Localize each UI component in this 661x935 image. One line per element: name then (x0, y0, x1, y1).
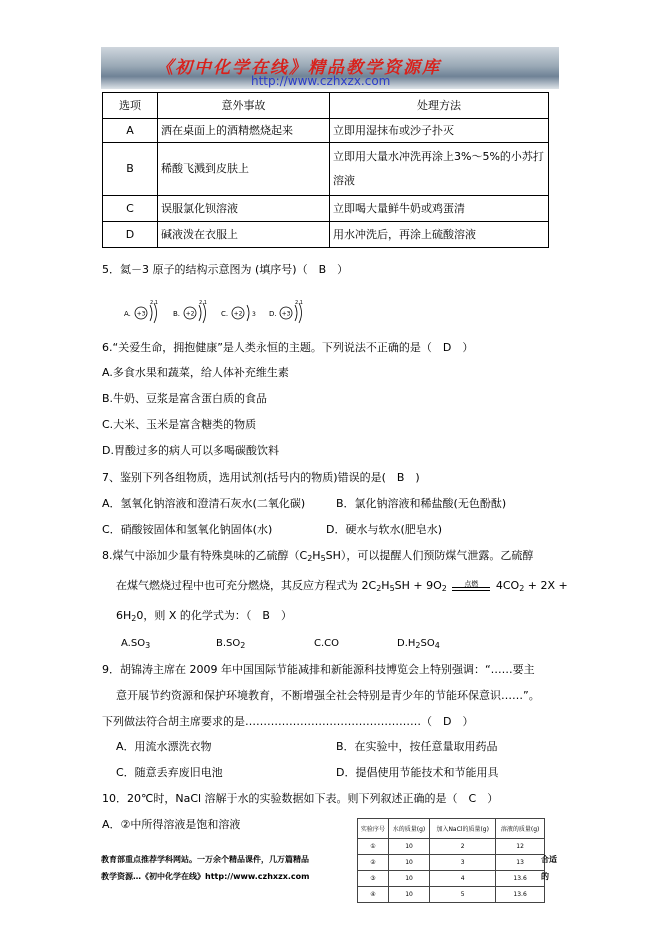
atom-d-shell (295, 305, 297, 321)
subscript: 2 (519, 584, 525, 593)
table-cell: 立即喝大量鲜牛奶或鸡蛋清 (330, 196, 549, 222)
q7-option-b: B．氯化钠溶液和稀盐酸(无色酚酞) (336, 497, 507, 510)
atom-b-shell (203, 303, 206, 323)
nacl-cell: 13.6 (496, 871, 545, 887)
col-accident: 意外事故 (158, 93, 330, 119)
nacl-header: 实验序号 (358, 819, 389, 839)
table-cell: 碱液泼在衣服上 (158, 222, 330, 248)
option-text: D.H (397, 638, 416, 649)
nacl-cell: 12 (496, 839, 545, 855)
q8-text: 4CO (495, 579, 520, 592)
atom-a-electrons: 2 1 (150, 300, 158, 306)
nacl-cell: ③ (358, 871, 389, 887)
q8-text: 0，则 X 的化学式为：（ B ） (136, 609, 292, 622)
subscript: 2 (131, 614, 137, 623)
atom-b-charge: +2 (185, 310, 195, 318)
q8-text: H (381, 579, 390, 592)
atom-c-electrons: 3 (252, 311, 256, 318)
q6-option-d: D.胃酸过多的病人可以多喝碳酸饮料 (102, 444, 279, 457)
q9-option-a: A．用流水漂洗衣物 (116, 740, 212, 753)
atom-b-electrons: 2 1 (199, 300, 207, 306)
q8-text: 8.煤气中添加少量有特殊臭味的乙硫醇（C (102, 549, 308, 562)
table-cell: B (103, 143, 158, 196)
subscript: 2 (240, 641, 246, 650)
col-option: 选项 (103, 93, 158, 119)
nacl-cell: 10 (388, 887, 429, 903)
q8-option-c (314, 636, 339, 652)
subscript: 2 (441, 584, 447, 593)
subscript: 4 (434, 641, 440, 650)
table-cell: 稀酸飞溅到皮肤上 (158, 143, 330, 196)
table-cell: 立即用大量水冲洗再涂上3%～5%的小苏打溶液 (330, 143, 549, 196)
q6-option-c: C.大米、玉米是富含糖类的物质 (102, 418, 257, 431)
atom-d-shell (299, 303, 302, 323)
nacl-cell: 10 (388, 871, 429, 887)
col-method: 处理方法 (330, 93, 549, 119)
table-cell: 误服氯化钡溶液 (158, 196, 330, 222)
nacl-cell: 2 (430, 839, 496, 855)
atom-c-label: C. (221, 310, 229, 318)
atom-c-charge: +2 (233, 310, 243, 318)
atom-b-shell (199, 305, 201, 321)
q8-option-b (216, 636, 245, 654)
atom-d-electrons: 2 1 (295, 300, 303, 306)
q9-option-d: D．提倡使用节能技术和节能用具 (336, 766, 499, 779)
q8-text: + 2X + (524, 579, 568, 592)
accident-table (102, 92, 549, 248)
nacl-cell: 13.6 (496, 887, 545, 903)
q9-option-b: B．在实验中，按任意量取用药品 (336, 740, 498, 753)
subscript: 5 (389, 584, 395, 593)
q8-line3 (116, 608, 292, 627)
nacl-cell: 10 (388, 839, 429, 855)
footer-line2[interactable]: 教学资源…《初中化学在线》http://www.czhxzx.com (101, 872, 310, 881)
subscript: 5 (320, 554, 326, 563)
q9-line3: 下列做法符合胡主席要求的是…………………………………………（ D ） (102, 715, 474, 728)
q8-line1 (102, 548, 533, 567)
q8-text: SH），可以提醒人们预防煤气泄露。乙硫醇 (325, 549, 534, 562)
q8-text: H (312, 549, 321, 562)
table-cell: C (103, 196, 158, 222)
q7-option-c: C．硝酸铵固体和氢氧化钠固体(水) (102, 523, 273, 536)
banner-title: 《初中化学在线》精品教学资源库 (156, 58, 441, 78)
q7-option-a: A．氢氧化钠溶液和澄清石灰水(二氧化碳) (102, 497, 306, 510)
q7-option-d: D．硬水与软水(肥皂水) (326, 523, 443, 536)
q8-text: 在煤气燃烧过程中也可充分燃烧，其反应方程式为 2C (116, 579, 377, 592)
table-cell: 洒在桌面上的酒精燃烧起来 (158, 119, 330, 143)
subscript: 2 (376, 584, 382, 593)
table-cell: 用水冲洗后，再涂上硫酸溶液 (330, 222, 549, 248)
nacl-cell: 5 (430, 887, 496, 903)
q8-line2 (116, 578, 568, 597)
q8-text: SH + 9O (394, 579, 442, 592)
subscript: 2 (415, 641, 421, 650)
nacl-cell: 4 (430, 871, 496, 887)
nacl-header: 水的质量(g) (388, 819, 429, 839)
q6-option-a: A.多食水果和蔬菜，给人体补充维生素 (102, 366, 289, 379)
reaction-arrow (450, 579, 492, 593)
atom-b-label: B. (173, 310, 181, 318)
q6-stem: 6.“关爱生命，拥抱健康”是人类永恒的主题。下列说法不正确的是（ D ） (102, 341, 474, 354)
nacl-cell: 10 (388, 855, 429, 871)
subscript: 3 (145, 641, 151, 650)
atom-d-label: D. (269, 310, 277, 318)
nacl-header: 加入NaCl的质量(g) (430, 819, 496, 839)
q10-stem: 10．20℃时，NaCl 溶解于水的实验数据如下表。则下列叙述正确的是（ C ） (102, 792, 499, 805)
q7-stem: 7、鉴别下列各组物质，选用试剂(括号内的物质)错误的是( B ) (102, 471, 420, 484)
q10-option-a: A．②中所得溶液是饱和溶液 (102, 818, 241, 831)
option-text: C.CO (314, 638, 340, 649)
atom-c-shell (247, 305, 249, 321)
nacl-cell: ④ (358, 887, 389, 903)
header-banner (101, 47, 559, 89)
nacl-cell: 3 (430, 855, 496, 871)
nacl-cell: ① (358, 839, 389, 855)
table-cell: D (103, 222, 158, 248)
footer-line1: 教育部重点推荐学科网站。一万余个精品课件，几万篇精品 (101, 855, 309, 864)
q9-option-c: C．随意丢弃废旧电池 (116, 766, 223, 779)
subscript: 2 (307, 554, 313, 563)
atom-a-charge: +3 (136, 310, 146, 318)
q6-option-b: B.牛奶、豆浆是富含蛋白质的食品 (102, 392, 268, 405)
atom-a-shell (150, 305, 152, 321)
banner-url[interactable]: http://www.czhxzx.com (251, 74, 391, 88)
option-text: SO (420, 638, 435, 649)
atom-a-label: A. (124, 310, 131, 318)
q8-option-a (121, 636, 150, 654)
q5-stem: 5．氦－3 原子的结构示意图为 (填序号)（ B ） (102, 263, 349, 276)
table-cell: 立即用湿抹布或沙子扑灭 (330, 119, 549, 143)
reaction-condition: 点燃 (464, 580, 479, 588)
nacl-header: 溶液的质量(g) (496, 819, 545, 839)
atom-diagrams (123, 294, 323, 330)
footer-note (101, 851, 561, 885)
q9-line2: 意开展节约资源和保护环境教育，不断增强全社会特别是青少年的节能环保意识……”。 (116, 689, 540, 702)
nacl-cell: ② (358, 855, 389, 871)
q8-text: 6H (116, 609, 132, 622)
atom-a-shell (154, 303, 157, 323)
option-text: A.SO (121, 638, 146, 649)
option-text: B.SO (216, 638, 241, 649)
atom-d-charge: +3 (281, 310, 291, 318)
table-cell: A (103, 119, 158, 143)
nacl-cell: 13 (496, 855, 545, 871)
q9-line1: 9．胡锦涛主席在 2009 年中国国际节能减排和新能源科技博览会上特别强调：“……要主 (102, 663, 535, 676)
footer-line1-right: 合适的 (541, 855, 557, 881)
q8-option-d (397, 636, 440, 654)
